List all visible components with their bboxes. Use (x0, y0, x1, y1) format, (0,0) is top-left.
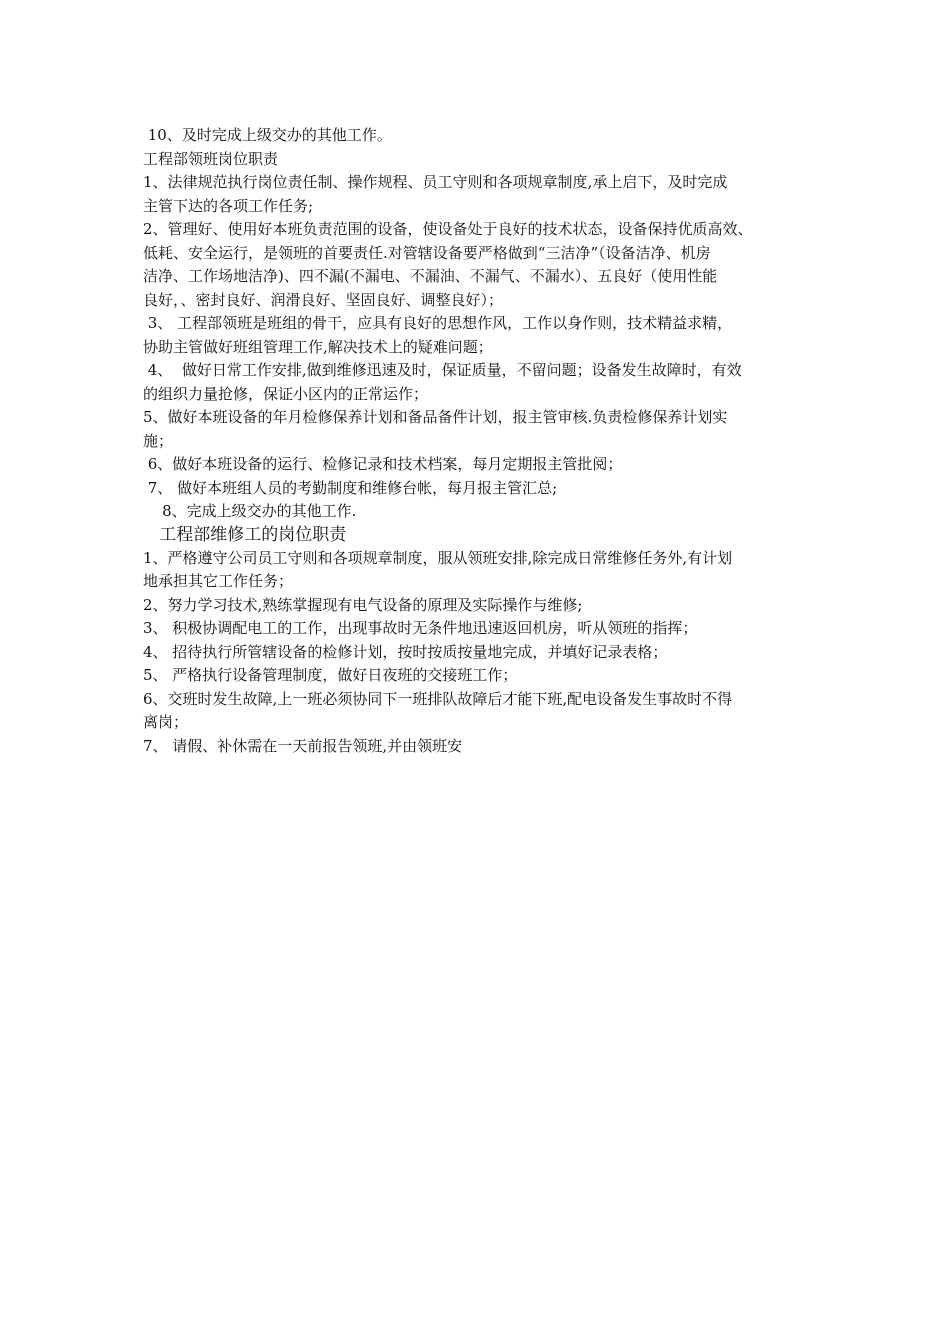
text-line-11: 4、 做好日常工作安排,做到维修迅速及时，保证质量，不留问题；设备发生故障时，有效 (143, 361, 742, 379)
text-line-5: 2、管理好、使用好本班负责范围的设备，使设备处于良好的技术状态，设备保持优质高效、 (143, 220, 753, 238)
text-line-9: 3、 工程部领班是班组的骨干，应具有良好的思想作风，工作以身作则，技术精益求精， (143, 314, 733, 332)
text-line-8: 良好，、密封良好、润滑良好、坚固良好、调整良好）； (143, 290, 504, 309)
text-line-22: 3、 积极协调配电工的工作，出现事故时无条件地迅速返回机房，听从领班的指挥； (143, 619, 698, 637)
text-line-14: 施； (143, 431, 174, 450)
text-line-23: 4、 招待执行所管辖设备的检修计划，按时按质按量地完成，并填好记录表格； (143, 642, 668, 661)
text-line-13: 5、做好本班设备的年月检修保养计划和备品备件计划，报主管审核.负责检修保养计划实 (143, 408, 728, 426)
text-line-7: 洁净、工作场地洁净)、四不漏(不漏电、不漏油、不漏气、不漏水）、五良好（使用性能 (143, 267, 718, 285)
text-line-16: 7、 做好本班组人员的考勤制度和维修台帐，每月报主管汇总; (143, 478, 558, 497)
text-line-12: 的组织力量抢修，保证小区内的正常运作； (143, 384, 429, 403)
section-heading-maintenance: 工程部维修工的岗位职责 (143, 524, 347, 545)
text-line-6: 低耗、安全运行，是领班的首要责任.对管辖设备要严格做到“三洁净”（设备洁净、机房 (143, 243, 711, 262)
text-line-26: 离岗； (143, 713, 189, 731)
text-line-20: 地承担其它工作任务； (143, 572, 294, 590)
text-line-25: 6、交班时发生故障,上一班必须协同下一班排队故障后才能下班,配电设备发生事故时不得 (143, 689, 733, 708)
text-line-24: 5、 严格执行设备管理制度，做好日夜班的交接班工作； (143, 666, 518, 684)
section-heading-foreman: 工程部领班岗位职责 (143, 149, 279, 168)
text-line-1: 10、及时完成上级交办的其他工作。 (143, 126, 392, 144)
text-line-4: 主管下达的各项工作任务; (143, 196, 314, 215)
document-body (143, 124, 833, 758)
text-line-27: 7、 请假、补休需在一天前报告领班,并由领班安 (143, 736, 463, 755)
text-line-10: 协助主管做好班组管理工作,解决技术上的疑难问题； (143, 337, 493, 356)
text-line-3: 1、法律规范执行岗位责任制、操作规程、员工守则和各项规章制度,承上启下，及时完成 (143, 173, 728, 191)
text-line-17: 8、完成上级交办的其他工作. (143, 502, 357, 520)
text-line-19: 1、严格遵守公司员工守则和各项规章制度，服从领班安排,除完成日常维修任务外,有计划 (143, 548, 733, 567)
text-line-15: 6、做好本班设备的运行、检修记录和技术档案，每月定期报主管批阅； (143, 455, 623, 473)
text-line-21: 2、努力学习技术,熟练掌握现有电气设备的原理及实际操作与维修; (143, 595, 583, 614)
